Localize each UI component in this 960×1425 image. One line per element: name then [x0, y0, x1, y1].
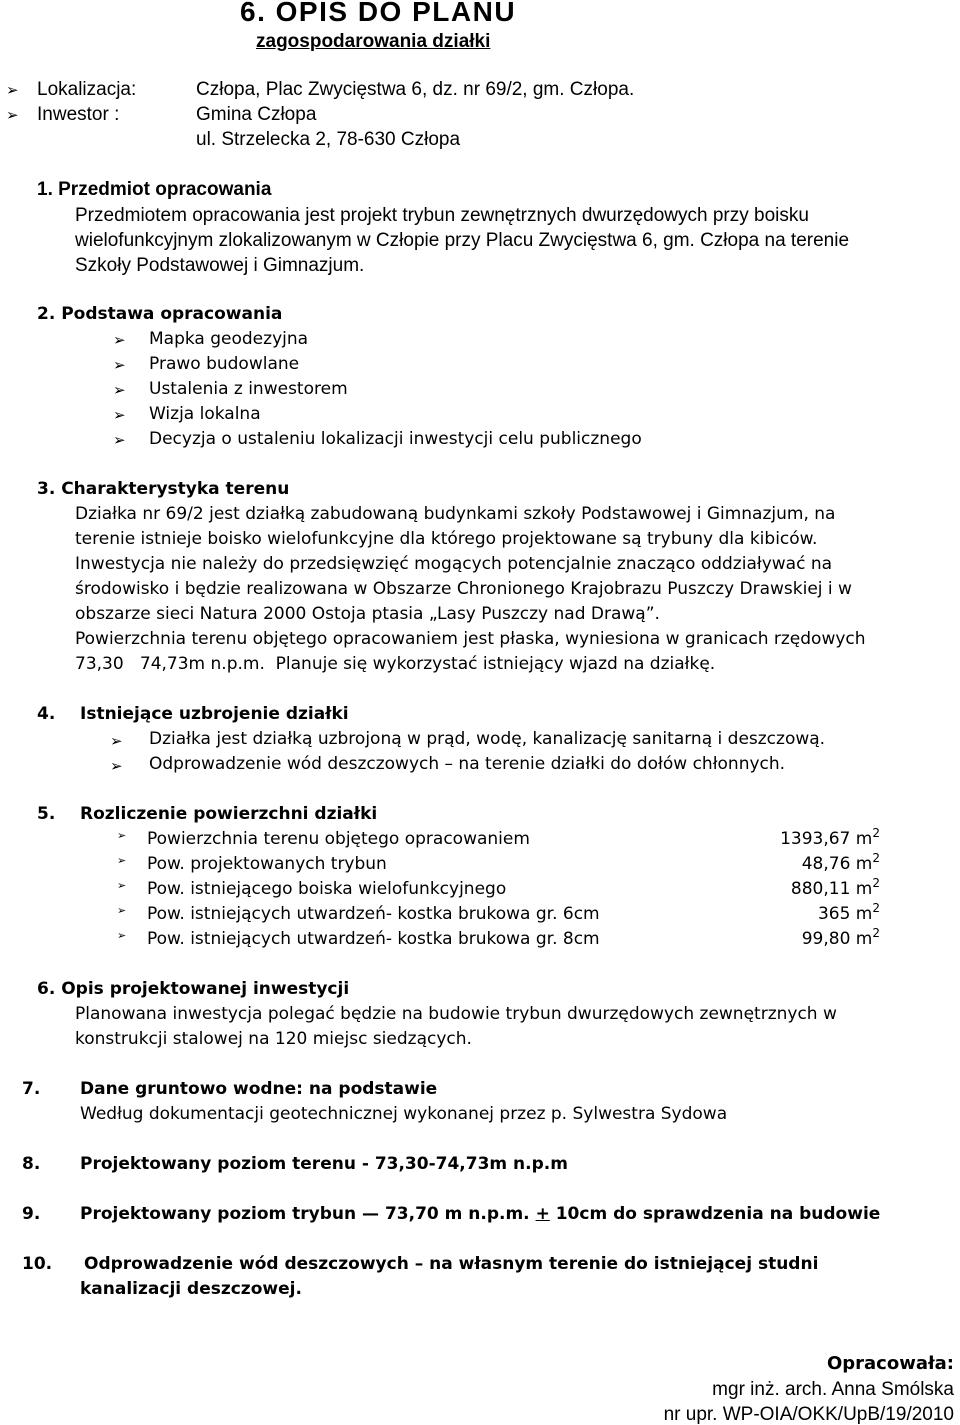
section-6-line: Planowana inwestycja polegać będzie na budowie trybun dwurzędowych zewnętrznych w	[75, 1004, 837, 1024]
investor-label: Inwestor :	[37, 104, 120, 125]
section-2-heading: 2. Podstawa opracowania	[37, 304, 283, 324]
author-label: Opracowała:	[826, 1353, 954, 1374]
area-row-value: 48,76 $m^2$	[801, 851, 880, 874]
list-item: Działka jest działką uzbrojoną w prąd, wodę, kanalizację sanitarną i deszczową.	[149, 729, 826, 749]
list-item: Odprowadzenie wód deszczowych – na terenie działki do dołów chłonnych.	[149, 754, 786, 774]
arrowhead-bullet-icon: ➢	[113, 331, 126, 349]
section-7-text: Według dokumentacji geotechnicznej wykonanej przez p. Sylwestra Sydowa	[80, 1104, 728, 1124]
section-6-heading: 6. Opis projektowanej inwestycji	[37, 979, 350, 999]
page-title: 6. OPIS DO PLANU	[240, 0, 517, 27]
section-1-line: Przedmiotem opracowania jest projekt trybun zewnętrznych dwurzędowych przy boisku	[75, 205, 809, 226]
arrowhead-bullet-icon: ➢	[117, 829, 127, 842]
arrowhead-bullet-icon: ➢	[113, 431, 126, 449]
area-row-value: 99,80 $m^2$	[801, 926, 880, 949]
section-3-line: Działka nr 69/2 jest działką zabudowaną budynkami szkoły Podstawowej i Gimnazjum, na	[75, 504, 836, 524]
section-3-line: Powierzchnia terenu objętego opracowaniem jest płaska, wyniesiona w granicach rzędowych	[75, 629, 866, 649]
area-row-label: Pow. istniejących utwardzeń- kostka brukowa gr. 8cm	[147, 929, 600, 949]
list-item: Mapka geodezyjna	[149, 329, 309, 349]
area-row-label: Powierzchnia terenu objętego opracowaniem	[147, 829, 530, 849]
area-row-value: 1393,67 $m^2$	[780, 826, 880, 849]
section-8-heading: Projektowany poziom terenu - 73,30-74,73m n.p.m	[80, 1154, 568, 1174]
section-3-line: 73,30 74,73m n.p.m. Planuje się wykorzystać istniejący wjazd na działkę.	[75, 654, 716, 674]
arrowhead-bullet-icon: ➢	[113, 356, 126, 374]
page-subtitle: zagospodarowania działki	[256, 31, 491, 52]
area-row-label: Pow. istniejących utwardzeń- kostka brukowa gr. 6cm	[147, 904, 600, 924]
arrowhead-bullet-icon: ➢	[117, 929, 127, 942]
list-item: Decyzja o ustaleniu lokalizacji inwestycji celu publicznego	[149, 429, 642, 449]
section-3-heading: 3. Charakterystyka terenu	[37, 479, 290, 499]
arrowhead-bullet-icon: ➢	[110, 757, 123, 775]
section-1-line: wielofunkcyjnym zlokalizowanym w Człopie przy Placu Zwycięstwa 6, gm. Człopa na terenie	[75, 230, 850, 251]
section-10-number: 10.	[22, 1254, 53, 1274]
section-6-line: konstrukcji stalowej na 120 miejsc siedzących.	[75, 1029, 472, 1049]
section-7-heading: Dane gruntowo wodne: na podstawie	[80, 1079, 438, 1099]
area-row-label: Pow. istniejącego boiska wielofunkcyjnego	[147, 879, 507, 899]
section-3-line: Inwestycja nie należy do przedsięwzięć mogących potencjalnie znacząco oddziaływać na	[75, 554, 833, 574]
section-4-number: 4.	[37, 704, 56, 724]
list-item: Wizja lokalna	[149, 404, 261, 424]
investor-value-name: Gmina Człopa	[196, 104, 317, 125]
section-1-heading: 1. Przedmiot opracowania	[37, 179, 272, 200]
section-10-line: Odprowadzenie wód deszczowych – na własnym terenie do istniejącej studni	[84, 1254, 819, 1274]
section-1-line: Szkoły Podstawowej i Gimnazjum.	[75, 255, 365, 276]
list-item: Prawo budowlane	[149, 354, 300, 374]
area-row-value: 365 $m^2$	[817, 901, 880, 924]
arrowhead-bullet-icon: ➢	[6, 106, 19, 124]
location-value: Człopa, Plac Zwycięstwa 6, dz. nr 69/2, gm. Człopa.	[196, 79, 635, 100]
section-3-line: terenie istnieje boisko wielofunkcyjne dla którego projektowane są trybuny dla kibiców.	[75, 529, 818, 549]
arrowhead-bullet-icon: ➢	[117, 854, 127, 867]
author-license: nr upr. WP-OIA/OKK/UpB/19/2010	[663, 1404, 954, 1425]
arrowhead-bullet-icon: ➢	[113, 406, 126, 424]
list-item: Ustalenia z inwestorem	[149, 379, 348, 399]
arrowhead-bullet-icon: ➢	[117, 879, 127, 892]
arrowhead-bullet-icon: ➢	[6, 81, 19, 99]
section-8-number: 8.	[22, 1154, 41, 1174]
location-label: Lokalizacja:	[37, 79, 137, 100]
author-name: mgr inż. arch. Anna Smólska	[712, 1379, 954, 1400]
section-9-number: 9.	[22, 1204, 41, 1224]
area-row-label: Pow. projektowanych trybun	[147, 854, 387, 874]
section-10-line: kanalizacji deszczowej.	[80, 1279, 302, 1299]
arrowhead-bullet-icon: ➢	[110, 732, 123, 750]
section-3-line: obszarze sieci Natura 2000 Ostoja ptasia „Lasy Puszczy nad Drawą”.	[75, 604, 660, 624]
section-5-heading: Rozliczenie powierzchni działki	[80, 804, 378, 824]
arrowhead-bullet-icon: ➢	[113, 381, 126, 399]
section-4-heading: Istniejące uzbrojenie działki	[80, 704, 349, 724]
investor-value-address: ul. Strzelecka 2, 78-630 Człopa	[196, 129, 461, 150]
arrowhead-bullet-icon: ➢	[117, 904, 127, 917]
section-7-number: 7.	[22, 1079, 41, 1099]
section-3-line: środowisko i będzie realizowana w Obszarze Chronionego Krajobrazu Puszczy Drawskiej i w	[75, 579, 852, 599]
section-9-heading: Projektowany poziom trybun — 73,70 m n.p.m. + 10cm do sprawdzenia na budowie	[80, 1204, 881, 1224]
section-5-number: 5.	[37, 804, 56, 824]
area-row-value: 880,11 $m^2$	[790, 876, 880, 899]
